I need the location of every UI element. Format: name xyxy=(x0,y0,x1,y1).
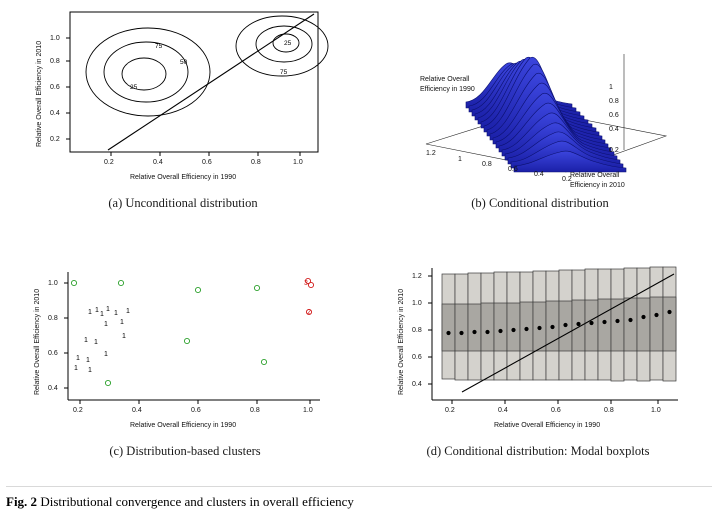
panel-b-conditional-distribution xyxy=(366,4,712,204)
svg-text:1: 1 xyxy=(100,311,104,318)
svg-text:1: 1 xyxy=(122,333,126,340)
panel-d-yaxis-label: Relative Overall Efficiency in 2010 xyxy=(398,288,405,395)
svg-text:1: 1 xyxy=(76,355,80,362)
svg-text:1: 1 xyxy=(84,337,88,344)
svg-text:1: 1 xyxy=(95,307,99,314)
panel-b-side-tick-1: 0.8 xyxy=(609,98,619,105)
panel-d-ytick-3: 1.0 xyxy=(412,300,422,307)
svg-text:1: 1 xyxy=(94,339,98,346)
panel-a-ytick-0: 0.2 xyxy=(50,136,60,143)
svg-text:1: 1 xyxy=(88,309,92,316)
panel-c-xtick-1: 0.4 xyxy=(132,407,142,414)
figure-caption-text: Distributional convergence and clusters in overall efficiency xyxy=(40,494,354,509)
panel-b-left-label-line1: Relative Overall xyxy=(420,76,470,83)
panel-b-side-tick-3: 0.4 xyxy=(609,126,619,133)
panel-b-front-tick-4: 0.4 xyxy=(534,171,544,178)
panel-a-xtick-1: 0.4 xyxy=(153,159,163,166)
svg-text:1: 1 xyxy=(120,319,124,326)
svg-text:25: 25 xyxy=(130,84,138,91)
svg-text:2: 2 xyxy=(307,309,311,316)
panel-b-side-tick-4: 0.2 xyxy=(609,147,619,154)
panel-a-xtick-4: 1.0 xyxy=(293,159,303,166)
panel-d-ytick-2: 0.8 xyxy=(412,327,422,334)
panel-b-front-tick-3: 0.6 xyxy=(508,166,518,173)
svg-text:3: 3 xyxy=(304,280,308,287)
figure-number: Fig. 2 xyxy=(6,494,38,509)
figure-caption xyxy=(6,494,354,510)
panel-d-caption: (d) Conditional distribution: Modal boxplots xyxy=(426,444,650,458)
panel-a-caption: (a) Unconditional distribution xyxy=(108,196,258,210)
panel-d-xtick-1: 0.4 xyxy=(498,407,508,414)
panel-a-ytick-4: 1.0 xyxy=(50,35,60,42)
panel-d-xaxis-label: Relative Overall Efficiency in 1990 xyxy=(494,422,601,429)
panel-c-yaxis-label: Relative Overall Efficiency in 2010 xyxy=(34,288,41,395)
panel-b-left-label-line2: Efficiency in 1990 xyxy=(420,86,475,93)
svg-text:25: 25 xyxy=(284,40,292,47)
panel-c-xtick-4: 1.0 xyxy=(303,407,313,414)
panel-d-xtick-3: 0.8 xyxy=(604,407,614,414)
svg-text:1: 1 xyxy=(86,357,90,364)
panel-c-xtick-0: 0.2 xyxy=(73,407,83,414)
svg-text:1: 1 xyxy=(104,351,108,358)
panel-a-yaxis-label: Relative Overall Efficiency in 2010 xyxy=(36,40,43,147)
figure-divider xyxy=(6,486,712,487)
panel-b-front-tick-1: 1 xyxy=(458,156,462,163)
panel-b-side-tick-2: 0.6 xyxy=(609,112,619,119)
panel-d-xtick-2: 0.6 xyxy=(551,407,561,414)
panel-a-xtick-3: 0.8 xyxy=(251,159,261,166)
svg-text:75: 75 xyxy=(155,43,163,50)
panel-a-xaxis-label: Relative Overall Efficiency in 1990 xyxy=(130,174,237,181)
svg-text:1: 1 xyxy=(88,367,92,374)
panel-c-xtick-3: 0.8 xyxy=(250,407,260,414)
panel-d-xtick-0: 0.2 xyxy=(445,407,455,414)
panel-b-side-tick-0: 1 xyxy=(609,84,613,91)
panel-d-ytick-4: 1.2 xyxy=(412,273,422,280)
panel-a-ytick-2: 0.6 xyxy=(50,84,60,91)
panel-d-ytick-1: 0.6 xyxy=(412,354,422,361)
panel-a-xtick-2: 0.6 xyxy=(202,159,212,166)
panel-c-xtick-2: 0.6 xyxy=(191,407,201,414)
panel-b-front-tick-5: 0.2 xyxy=(562,176,572,183)
panel-a-ytick-1: 0.4 xyxy=(50,110,60,117)
panel-c-distribution-based-clusters xyxy=(8,252,348,452)
panel-b-right-label-line1: Relative Overall xyxy=(570,172,620,179)
panel-b-front-tick-0: 1.2 xyxy=(426,150,436,157)
svg-text:1: 1 xyxy=(106,306,110,313)
panel-d-xtick-4: 1.0 xyxy=(651,407,661,414)
panel-d-modal-boxplots xyxy=(366,252,712,452)
panel-a-unconditional-distribution xyxy=(8,4,348,204)
panel-b-caption: (b) Conditional distribution xyxy=(471,196,609,210)
svg-text:1: 1 xyxy=(114,310,118,317)
panel-d-ytick-0: 0.4 xyxy=(412,381,422,388)
panel-c-ytick-1: 0.6 xyxy=(48,350,58,357)
svg-text:1: 1 xyxy=(74,365,78,372)
panel-b-front-tick-2: 0.8 xyxy=(482,161,492,168)
panel-c-ytick-0: 0.4 xyxy=(48,385,58,392)
panel-c-ytick-3: 1.0 xyxy=(48,280,58,287)
svg-text:1: 1 xyxy=(126,308,130,315)
panel-c-ytick-2: 0.8 xyxy=(48,315,58,322)
panel-a-ytick-3: 0.8 xyxy=(50,58,60,65)
panel-a-xtick-0: 0.2 xyxy=(104,159,114,166)
panel-b-right-label-line2: Efficiency in 2010 xyxy=(570,182,625,189)
svg-text:50: 50 xyxy=(180,59,188,66)
panel-c-xaxis-label: Relative Overall Efficiency in 1990 xyxy=(130,422,237,429)
svg-text:75: 75 xyxy=(280,69,288,76)
panel-c-caption: (c) Distribution-based clusters xyxy=(109,444,261,458)
svg-text:1: 1 xyxy=(104,321,108,328)
